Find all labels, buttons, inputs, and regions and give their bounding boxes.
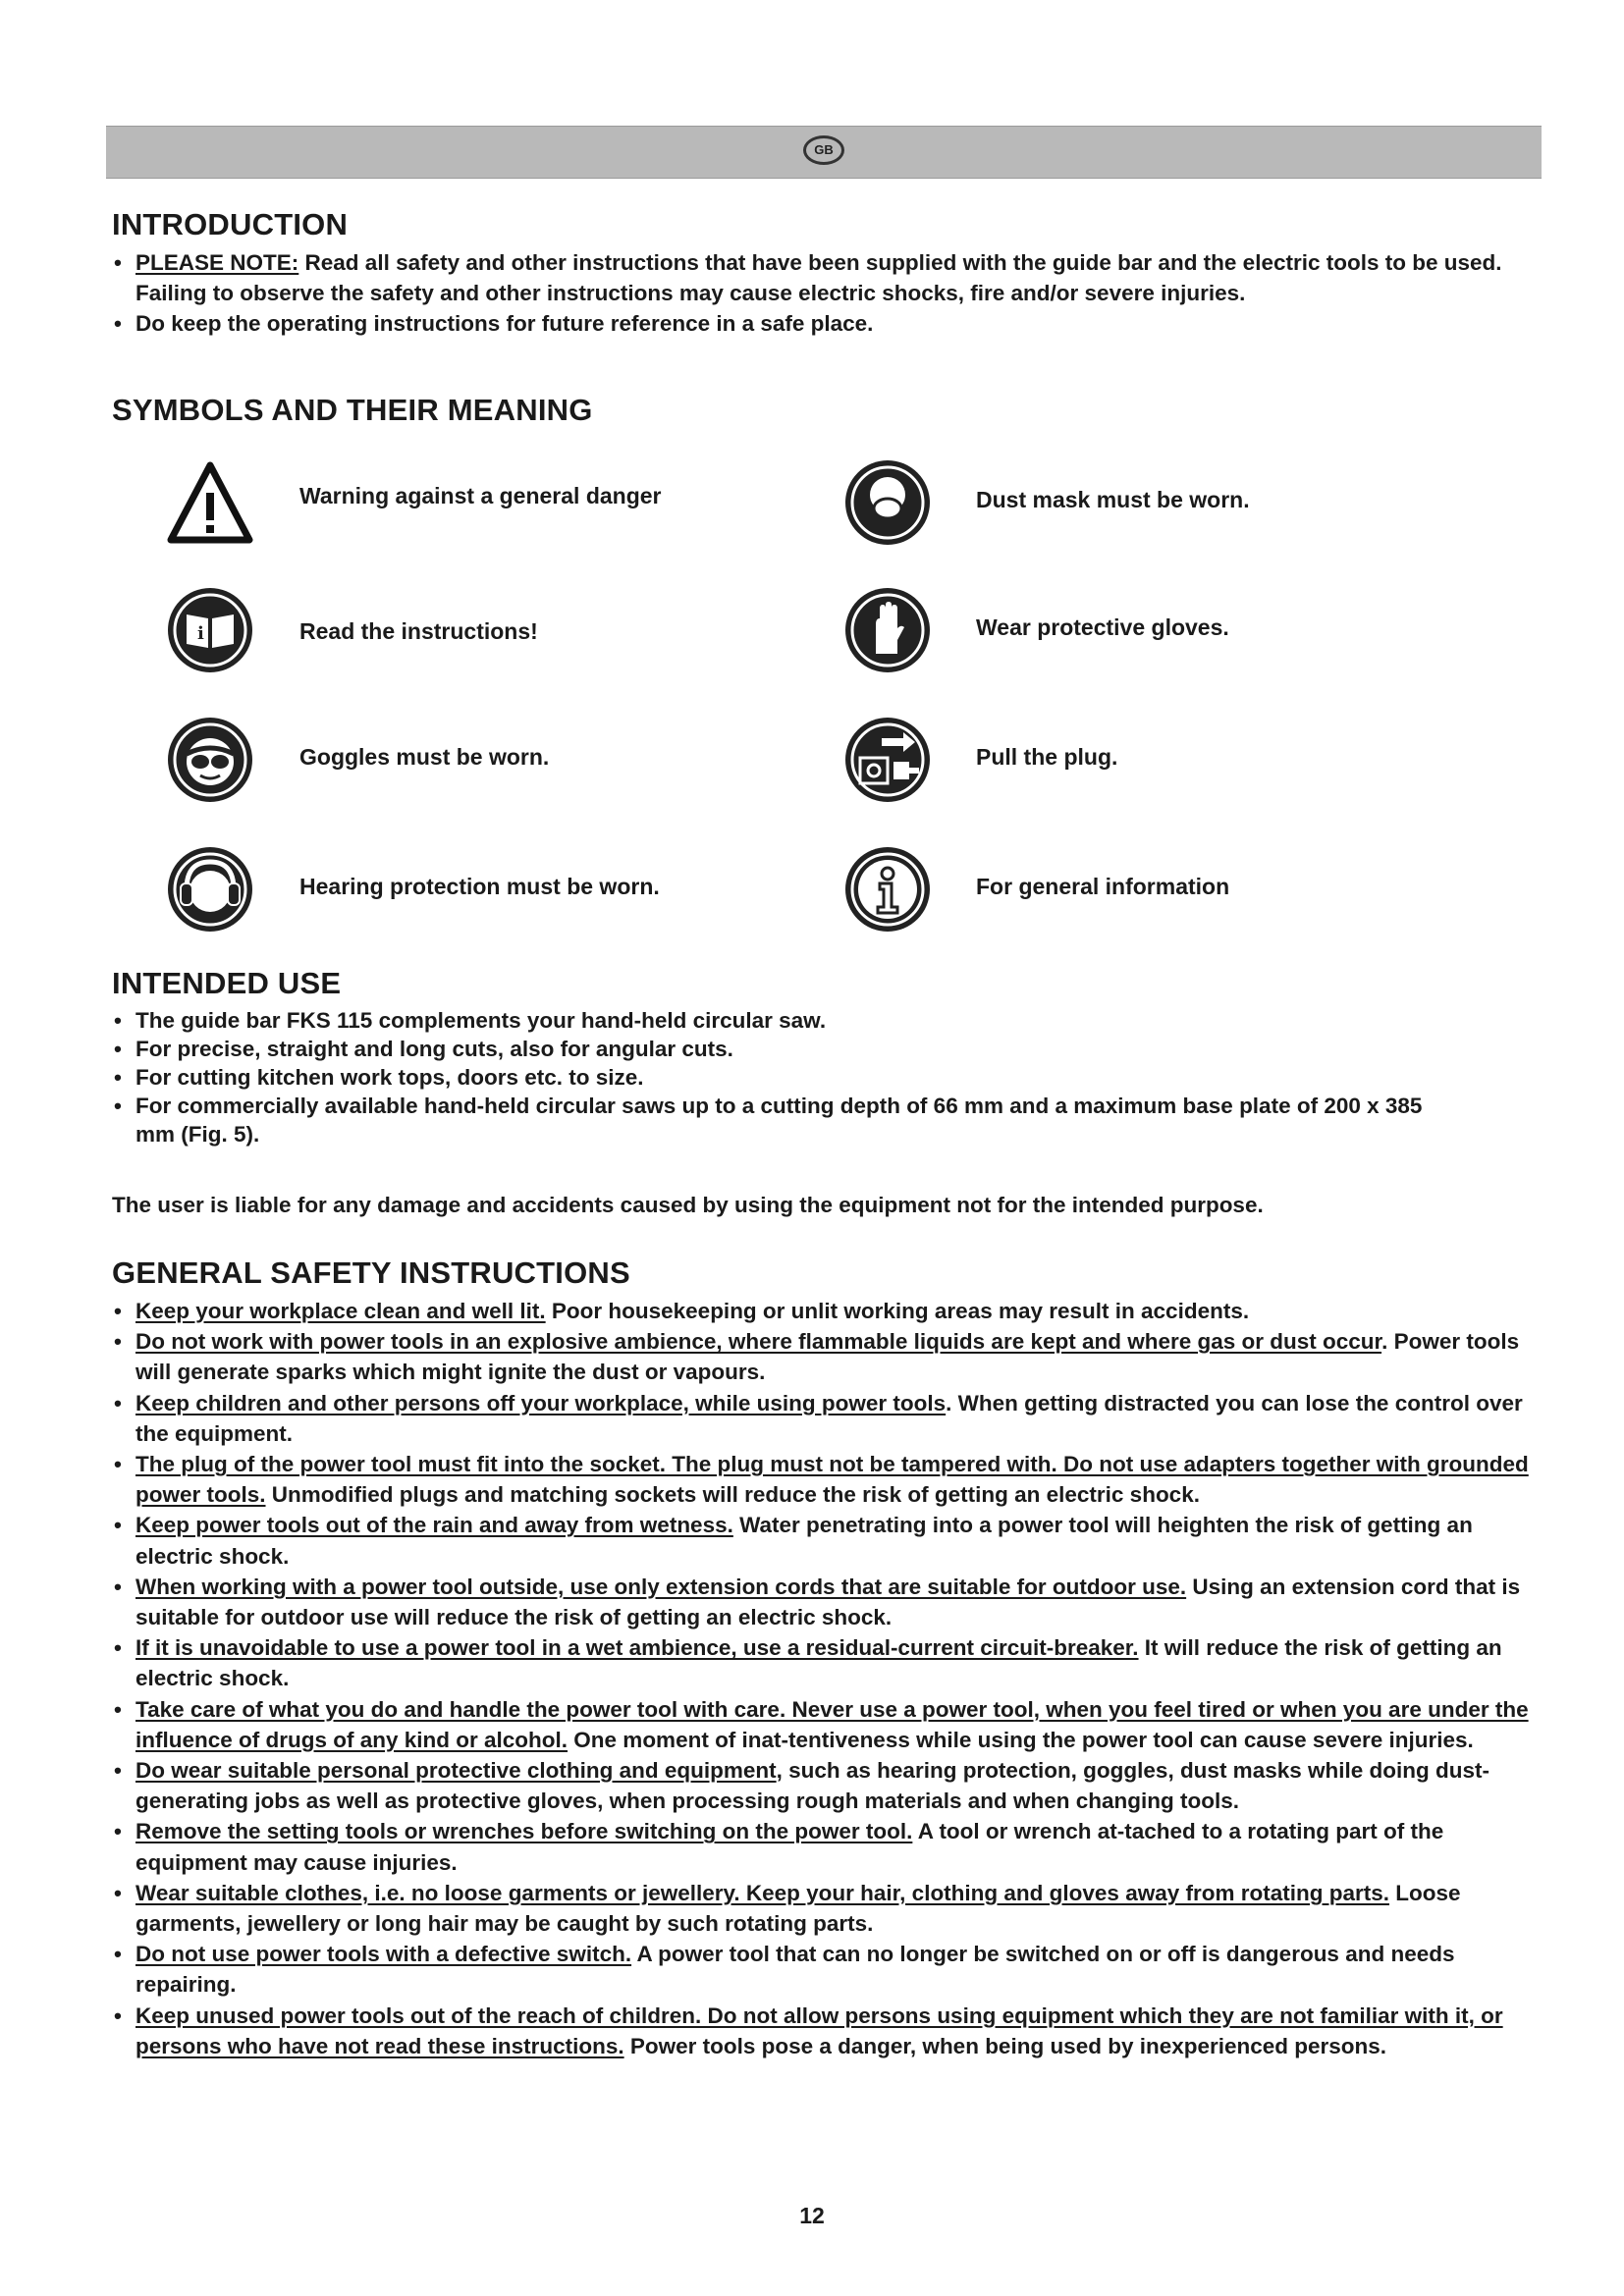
safety-item	[112, 1632, 1545, 1693]
protective-gloves-icon	[842, 585, 933, 675]
item-text: Read all safety and other instructions that have been supplied with the guide bar and the electric tools to be used. Failing to observe the safety and other instructions may cause electric shocks, fire and/or severe injuries.	[135, 250, 1502, 305]
item-lead: Wear suitable clothes, i.e. no loose garments or jewellery. Keep your hair, clothing and gloves away from rotating parts.	[135, 1880, 1389, 1905]
safety-item	[112, 1572, 1545, 1632]
item-lead: PLEASE NOTE:	[135, 250, 299, 275]
intended-use-item: • For commercially available hand-held circular saws up to a cutting depth of 66 mm and a maximum base plate of 200 x 385 mm (Fig. 5).	[112, 1092, 1545, 1148]
symbol-label: Goggles must be worn.	[299, 744, 550, 770]
warning-triangle-icon	[165, 457, 255, 548]
item-text: Unmodified plugs and matching sockets will reduce the risk of getting an electric shock.	[265, 1482, 1200, 1508]
item-text: Loose garments, jewellery or long hair may be caught by such rotating parts.	[135, 1880, 1461, 1937]
item-text: Using an extension cord that is suitable for outdoor use will reduce the risk of getting an electric shock.	[135, 1574, 1521, 1630]
item-lead: Do not work with power tools in an explosive ambience, where flammable liquids are kept and where gas or dust occur	[135, 1329, 1382, 1355]
liability-note: The user is liable for any damage and accidents caused by using the equipment not for the intended purpose.	[112, 1193, 1264, 1217]
safety-item	[112, 1449, 1545, 1510]
item-text: A tool or wrench at-tached to a rotating part of the equipment may cause injuries.	[135, 1819, 1444, 1875]
svg-text:i: i	[197, 623, 204, 644]
introduction-heading: INTRODUCTION	[112, 207, 349, 241]
symbol-label: For general information	[976, 874, 1230, 899]
symbols-heading: SYMBOLS AND THEIR MEANING	[112, 393, 593, 427]
safety-item	[112, 2001, 1545, 2061]
symbol-label: Hearing protection must be worn.	[299, 874, 660, 899]
symbol-label: Pull the plug.	[976, 744, 1118, 770]
item-lead: Remove the setting tools or wrenches before switching on the power tool.	[135, 1819, 913, 1844]
item-lead: Do not use power tools with a defective switch.	[135, 1942, 632, 1967]
item-lead: If it is unavoidable to use a power tool in a wet ambience, use a residual-current circuit-breaker.	[135, 1635, 1139, 1661]
safety-item	[112, 1816, 1545, 1877]
safety-item	[112, 1296, 1545, 1326]
safety-item	[112, 1510, 1545, 1571]
safety-item	[112, 1326, 1545, 1387]
item-text: It will reduce the risk of getting an electric shock.	[135, 1635, 1502, 1691]
symbol-label: Wear protective gloves.	[976, 614, 1229, 640]
item-lead: Keep your workplace clean and well lit.	[135, 1299, 546, 1323]
goggles-icon	[165, 715, 255, 805]
information-icon	[842, 844, 933, 934]
country-badge: GB	[803, 135, 844, 165]
item-text: , such as hearing protection, goggles, dust masks while doing dust-generating jobs as well as protective gloves, when processing rough materials and when changing tools.	[135, 1758, 1489, 1814]
intended-use-item: • The guide bar FKS 115 complements your hand-held circular saw.	[112, 1006, 1545, 1035]
item-text: Power tools pose a danger, when being used by inexperienced persons.	[623, 2033, 1387, 2058]
item-lead: The plug of the power tool must fit into the socket. The plug must not be tampered with. Do not use adapters together with grounded power tools.	[135, 1452, 1529, 1508]
general-safety-list	[112, 1296, 1545, 2061]
item-text: Water penetrating into a power tool will heighten the risk of getting an electric shock.	[135, 1513, 1473, 1569]
safety-item	[112, 1755, 1545, 1816]
item-lead: Keep children and other persons off your workplace, while using power tools	[135, 1390, 947, 1415]
header-bar	[106, 126, 1542, 179]
intended-use-item: • For precise, straight and long cuts, also for angular cuts.	[112, 1035, 1545, 1063]
dust-mask-icon	[842, 457, 933, 548]
safety-item	[112, 1388, 1545, 1449]
general-safety-heading: GENERAL SAFETY INSTRUCTIONS	[112, 1255, 630, 1290]
read-instructions-icon	[165, 585, 255, 675]
item-lead: Keep power tools out of the rain and away from wetness.	[135, 1513, 733, 1538]
pull-plug-icon	[842, 715, 933, 805]
item-text: Do keep the operating instructions for future reference in a safe place.	[135, 311, 874, 336]
symbol-label: Read the instructions!	[299, 618, 538, 644]
item-text: Poor housekeeping or unlit working areas may result in accidents.	[545, 1299, 1250, 1323]
item-text: . Power tools will generate sparks which might ignite the dust or vapours.	[135, 1329, 1520, 1385]
item-lead: Do wear suitable personal protective clothing and equipment	[135, 1758, 777, 1784]
symbol-label: Dust mask must be worn.	[976, 487, 1250, 512]
item-text: . When getting distracted you can lose the control over the equipment.	[135, 1390, 1523, 1446]
item-lead: When working with a power tool outside, use only extension cords that are suitable for outdoor use.	[135, 1574, 1187, 1599]
safety-item	[112, 1939, 1545, 2000]
safety-item	[112, 1694, 1545, 1755]
symbol-label: Warning against a general danger	[299, 483, 662, 508]
item-lead: Keep unused power tools out of the reach of children. Do not allow persons using equipment which they are not familiar with it, or persons who have not read these instructions.	[135, 2002, 1503, 2058]
intended-use-item: • For cutting kitchen work tops, doors etc. to size.	[112, 1063, 1545, 1092]
item-text: A power tool that can no longer be switched on or off is dangerous and needs repairing.	[135, 1942, 1455, 1998]
introduction-item	[112, 247, 1545, 308]
intended-use-heading: INTENDED USE	[112, 966, 342, 1000]
safety-item	[112, 1878, 1545, 1939]
hearing-protection-icon	[165, 844, 255, 934]
page-number: 12	[799, 2203, 825, 2228]
introduction-item	[112, 308, 1545, 339]
introduction-list	[112, 247, 1545, 339]
item-text: One moment of inat-tentiveness while using the power tool can cause severe injuries.	[568, 1727, 1474, 1752]
item-lead: Take care of what you do and handle the power tool with care. Never use a power tool, when you feel tired or when you are under the influence of drugs of any kind or alcohol.	[135, 1696, 1529, 1752]
intended-use-list	[112, 1006, 1545, 1148]
